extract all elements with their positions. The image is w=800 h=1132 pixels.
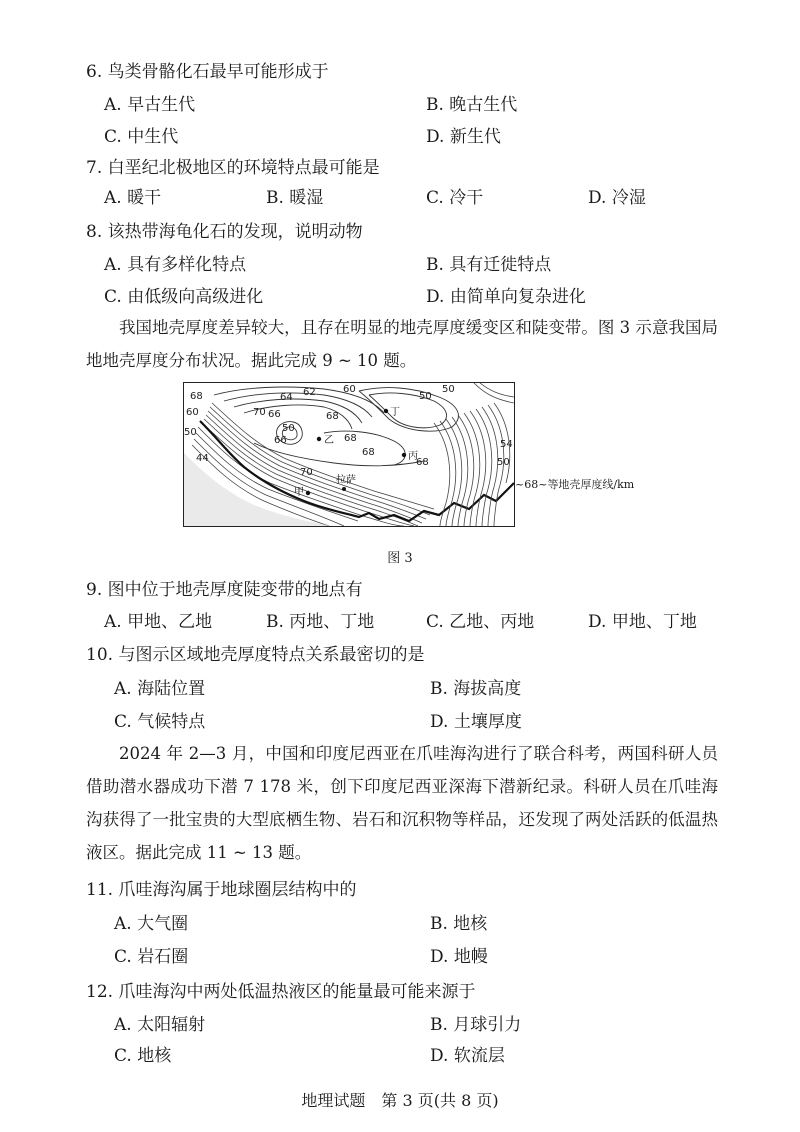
q9-stem: 9. 图中位于地壳厚度陡变带的地点有	[86, 580, 363, 600]
map-legend	[515, 478, 634, 492]
q10-option-d: D. 土壤厚度	[430, 712, 522, 732]
contour-label: 44	[196, 453, 209, 464]
passage-crust-thickness: 我国地壳厚度差异较大，且存在明显的地壳厚度缓变区和陡变带。图 3 示意我国局地地壳厚度分布状况。据此完成 9 ~ 10 题。	[86, 318, 718, 370]
place-ding: 丁	[390, 407, 400, 418]
contour-label: 60	[186, 407, 199, 418]
q11-option-b: B. 地核	[430, 914, 488, 934]
contour-label: 68	[190, 391, 203, 402]
q10-stem: 10. 与图示区域地壳厚度特点关系最密切的是	[86, 645, 425, 665]
q11-option-a: A. 大气圈	[114, 914, 189, 934]
contour-label: 50	[282, 423, 295, 434]
contour-label: 68	[362, 447, 375, 458]
q11-option-d: D. 地幔	[430, 947, 488, 967]
figure-caption: 图 3	[387, 551, 413, 566]
q12-option-b: B. 月球引力	[430, 1015, 522, 1035]
contour-label: 60	[343, 384, 356, 395]
contour-label: 66	[268, 409, 281, 420]
q9-option-a: A. 甲地、乙地	[104, 612, 213, 632]
q8-option-d: D. 由简单向复杂进化	[426, 287, 586, 307]
q8-option-b: B. 具有迁徙特点	[426, 255, 552, 275]
q6-option-a: A. 早古生代	[104, 95, 196, 115]
contour-legend-symbol: ~68~	[515, 478, 548, 491]
q12-option-d: D. 软流层	[430, 1046, 505, 1066]
contour-label: 66	[274, 435, 287, 446]
place-jia: 甲	[294, 487, 304, 498]
q8-option-a: A. 具有多样化特点	[104, 255, 247, 275]
q10-option-c: C. 气候特点	[114, 712, 206, 732]
q11-option-c: C. 岩石圈	[114, 947, 189, 967]
q10-option-a: A. 海陆位置	[114, 679, 206, 699]
q12-stem: 12. 爪哇海沟中两处低温热液区的能量最可能来源于	[86, 982, 476, 1002]
contour-label: 68	[416, 457, 429, 468]
q10-option-b: B. 海拔高度	[430, 679, 522, 699]
q8-stem: 8. 该热带海龟化石的发现，说明动物	[86, 222, 363, 242]
contour-label: 68	[326, 411, 339, 422]
crust-thickness-map	[183, 382, 515, 527]
q9-option-c: C. 乙地、丙地	[426, 612, 535, 632]
place-yi: 乙	[324, 435, 334, 446]
place-bing: 丙	[408, 451, 418, 462]
contour-label: 68	[344, 433, 357, 444]
q8-option-c: C. 由低级向高级进化	[104, 287, 264, 307]
place-lasa: 拉萨	[336, 475, 356, 486]
q11-stem: 11. 爪哇海沟属于地球圈层结构中的	[86, 880, 357, 900]
q6-option-b: B. 晚古生代	[426, 95, 518, 115]
q6-option-c: C. 中生代	[104, 127, 179, 147]
q7-option-b: B. 暖湿	[266, 188, 324, 208]
contour-label: 70	[253, 407, 266, 418]
contour-label: 64	[280, 392, 293, 403]
q6-stem: 6. 鸟类骨骼化石最早可能形成于	[86, 62, 329, 82]
passage-java-trench: 2024 年 2—3 月，中国和印度尼西亚在爪哇海沟进行了联合科考，两国科研人员借助潜水器成功下潜 7 178 米，创下印度尼西亚深海下潜新纪录。科研人员在爪哇海沟获得了一批宝贵的大型底栖生物、岩石和沉积物等样品，还发现了两处活跃的低温热液区。据此完成 11 ~ 13 题。	[86, 744, 718, 862]
contour-label: 70	[300, 467, 313, 478]
contour-label: 50	[497, 457, 510, 468]
q7-option-c: C. 冷干	[426, 188, 484, 208]
contour-label: 54	[500, 439, 513, 450]
q6-option-d: D. 新生代	[426, 127, 501, 147]
contour-label: 50	[184, 427, 197, 438]
q9-option-b: B. 丙地、丁地	[266, 612, 375, 632]
q7-option-d: D. 冷湿	[588, 188, 646, 208]
contour-label: 62	[303, 387, 316, 398]
q12-option-a: A. 太阳辐射	[114, 1015, 206, 1035]
q7-option-a: A. 暖干	[104, 188, 162, 208]
q12-option-c: C. 地核	[114, 1046, 172, 1066]
contour-label: 50	[419, 391, 432, 402]
contour-label: 50	[442, 384, 455, 395]
contour-legend-text: 等地壳厚度线/km	[547, 478, 635, 491]
q7-stem: 7. 白垩纪北极地区的环境特点最可能是	[86, 158, 380, 178]
q9-option-d: D. 甲地、丁地	[588, 612, 697, 632]
page-footer: 地理试题 第 3 页(共 8 页)	[301, 1091, 499, 1110]
